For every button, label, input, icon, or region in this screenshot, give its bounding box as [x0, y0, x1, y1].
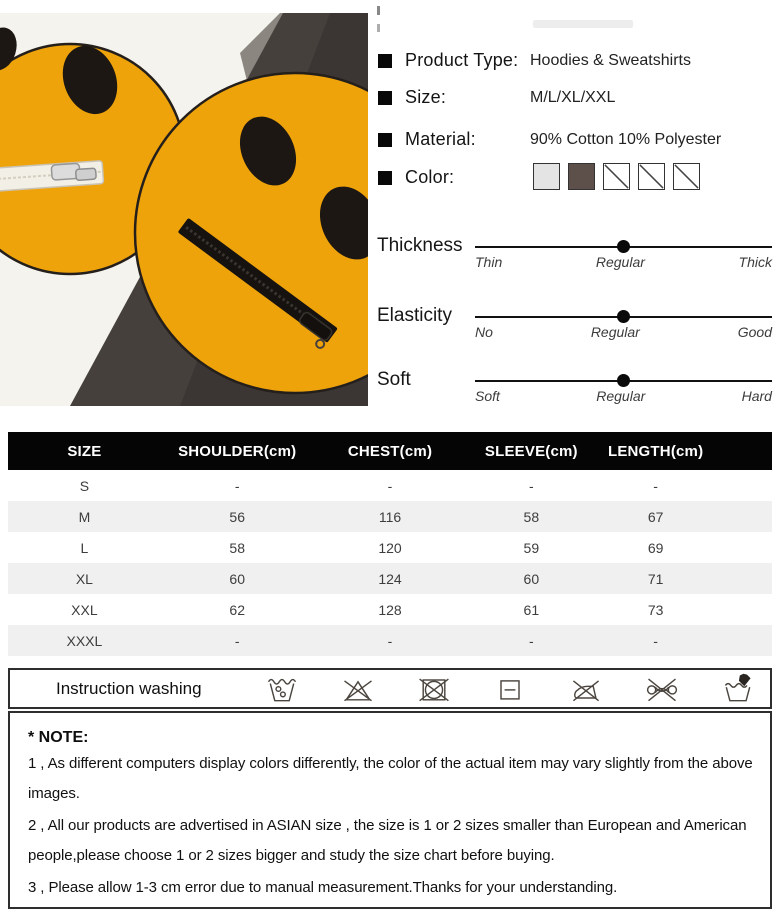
slider-label-right: Thick	[738, 254, 772, 270]
cell-shoulder: -	[161, 625, 314, 656]
color-swatch-light-gray[interactable]	[533, 163, 560, 190]
product-photo	[0, 13, 368, 406]
detail-row-material	[375, 129, 772, 155]
cell-size: XXL	[71, 601, 98, 618]
slider-track	[475, 246, 772, 248]
slider-title: Soft	[377, 369, 411, 390]
cell-chest: 120	[378, 539, 402, 556]
crop-artifact	[377, 24, 380, 32]
cell-shoulder: 62	[229, 601, 245, 618]
note-item: 2 , All our products are advertised in ASIAN size , the size is 1 or 2 sizes smaller than European and American people,please choose 1 or 2 sizes bigger and study the size chart before buying.	[28, 817, 747, 864]
slider-dot	[617, 374, 630, 387]
cell-length: 73	[647, 601, 664, 618]
cell-shoulder: 58	[229, 539, 245, 556]
slider-label-mid: Regular	[595, 254, 645, 270]
column-header: CHEST(cm)	[314, 432, 467, 470]
cell-length: 67	[596, 501, 772, 532]
cell-chest: 116	[314, 501, 467, 532]
detail-row-product-type	[375, 50, 772, 76]
slider-title: Elasticity	[377, 305, 452, 326]
slider-label-left: Thin	[475, 254, 503, 270]
slider-label-left: No	[475, 324, 493, 340]
color-swatch-unavailable-1[interactable]	[603, 163, 630, 190]
cell-chest: -	[314, 625, 467, 656]
cell-size: M	[8, 501, 161, 532]
cell-length: 69	[647, 539, 664, 556]
hand-wash-icon	[720, 673, 756, 705]
table-row	[8, 470, 772, 501]
cell-sleeve: 61	[523, 601, 540, 618]
washing-instructions-box	[8, 668, 772, 709]
color-swatch-dark-brown[interactable]	[568, 163, 595, 190]
square-bullet-icon	[378, 133, 392, 147]
slider-track	[475, 380, 772, 382]
note-title: * NOTE:	[28, 729, 89, 746]
color-swatch-unavailable-3[interactable]	[673, 163, 700, 190]
cell-sleeve: -	[466, 625, 596, 656]
cell-length: -	[596, 625, 772, 656]
slider-label-mid: Regular	[590, 324, 640, 340]
color-swatch-unavailable-2[interactable]	[638, 163, 665, 190]
detail-label: Size:	[405, 87, 447, 107]
note-item: 3 , Please allow 1-3 cm error due to manual measurement.Thanks for your understanding.	[28, 879, 618, 896]
cell-shoulder: -	[234, 477, 240, 494]
cell-sleeve: 60	[466, 563, 596, 594]
do-not-tumble-dry-icon	[416, 673, 452, 705]
washing-title: Instruction washing	[56, 678, 202, 698]
cell-chest: 124	[314, 563, 467, 594]
detail-label: Color:	[405, 167, 455, 187]
cell-length: -	[653, 477, 658, 494]
detail-value: M/L/XL/XXL	[530, 89, 616, 106]
detail-label: Product Type:	[405, 50, 519, 70]
cell-sleeve: 58	[466, 501, 596, 532]
column-header: SLEEVE(cm)	[466, 432, 596, 470]
cell-chest: -	[387, 477, 393, 494]
machine-wash-gentle-icon	[264, 673, 300, 705]
dry-flat-icon	[492, 673, 528, 705]
faded-watermark	[533, 20, 633, 28]
table-header-row	[8, 432, 772, 470]
square-bullet-icon	[378, 171, 392, 185]
square-bullet-icon	[378, 91, 392, 105]
do-not-wring-icon	[644, 673, 680, 705]
slider-label-right: Hard	[741, 388, 772, 404]
washing-icons	[264, 670, 756, 707]
table-row	[8, 625, 772, 656]
smiley-patches-image	[0, 13, 368, 406]
cell-size: S	[79, 477, 90, 494]
slider-dot	[617, 240, 630, 253]
cell-size: L	[80, 539, 89, 556]
cell-sleeve: -	[528, 477, 534, 494]
slider-label-mid: Regular	[596, 388, 646, 404]
table-row	[8, 563, 772, 594]
product-details-panel	[375, 0, 772, 420]
do-not-bleach-icon	[340, 673, 376, 705]
slider-label-left: Soft	[475, 388, 500, 404]
cell-size: XXXL	[8, 625, 161, 656]
cell-shoulder: 56	[161, 501, 314, 532]
crop-artifact	[377, 6, 380, 15]
column-header: LENGTH(cm)	[596, 432, 772, 470]
cell-size: XL	[8, 563, 161, 594]
detail-value: Hoodies & Sweatshirts	[530, 52, 691, 69]
detail-value: 90% Cotton 10% Polyester	[530, 131, 722, 148]
do-not-iron-icon	[568, 673, 604, 705]
slider-title: Thickness	[377, 235, 463, 256]
slider-track	[475, 316, 772, 318]
square-bullet-icon	[378, 54, 392, 68]
size-chart-table	[8, 432, 772, 656]
cell-shoulder: 60	[161, 563, 314, 594]
detail-label: Material:	[405, 129, 476, 149]
note-box	[8, 711, 772, 909]
color-swatches	[533, 163, 700, 190]
slider-label-right: Good	[737, 324, 772, 340]
slider-dot	[617, 310, 630, 323]
table-row	[8, 594, 772, 625]
detail-row-size	[375, 87, 772, 113]
cell-chest: 128	[378, 601, 402, 618]
column-header: SHOULDER(cm)	[161, 432, 314, 470]
cell-sleeve: 59	[523, 539, 540, 556]
note-item: 1 , As different computers display colors differently, the color of the actual item may vary slightly from the above images.	[28, 755, 753, 802]
column-header: SIZE	[8, 432, 161, 470]
cell-length: 71	[596, 563, 772, 594]
table-row	[8, 532, 772, 563]
table-row	[8, 501, 772, 532]
